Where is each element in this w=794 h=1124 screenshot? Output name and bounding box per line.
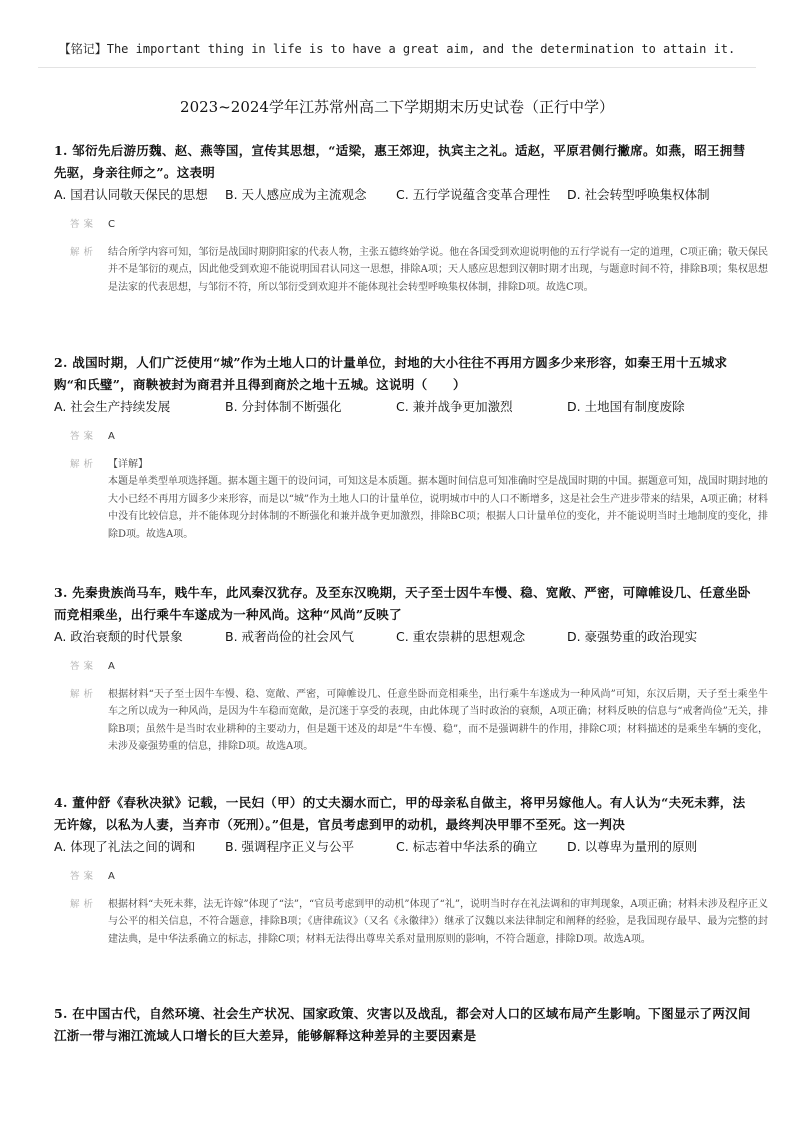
option-c[interactable]: C. 五行学说蕴含变革合理性 — [396, 187, 551, 202]
analysis-label: 解析 — [70, 458, 98, 470]
answer-value: A — [108, 871, 115, 882]
option-c[interactable]: C. 标志着中华法系的确立 — [396, 839, 538, 854]
motto-banner: 【铭记】The important thing in life is to have a great aim, and the determination to attain it. — [58, 42, 736, 56]
option-b[interactable]: B. 天人感应成为主流观念 — [225, 187, 367, 202]
analysis-label: 解析 — [70, 898, 98, 910]
analysis-label: 解析 — [70, 246, 98, 258]
answer-label: 答案 — [70, 431, 98, 442]
answer-label: 答案 — [70, 219, 98, 230]
page-title: 2023~2024学年江苏常州高二下学期期末历史试卷（正行中学） — [180, 98, 614, 116]
question-stem: 5. 在中国古代，自然环境、社会生产状况、国家政策、灾害以及战乱，都会对人口的区域布局产生影响。下图显示了两汉间江浙一带与湘江流域人口增长的巨大差异，能够解释这种差异的主要因素是 — [54, 1006, 751, 1043]
analysis-label: 解析 — [70, 688, 98, 700]
question-stem: 2. 战国时期，人们广泛使用“城”作为土地人口的计量单位，封地的大小往往不再用方圆多少来形容，如秦王用十五城求购“和氏璧”，商鞅被封为商君并且得到商於之地十五城。这说明（ ） — [54, 355, 728, 392]
option-a[interactable]: A. 政治衰颓的时代景象 — [54, 629, 183, 644]
option-d[interactable]: D. 社会转型呼唤集权体制 — [567, 187, 710, 202]
answer-label: 答案 — [70, 661, 98, 672]
option-b[interactable]: B. 强调程序正义与公平 — [225, 839, 355, 854]
question-1 — [54, 140, 768, 296]
option-c[interactable]: C. 重农崇耕的思想观念 — [396, 629, 526, 644]
answer-value: A — [108, 661, 115, 672]
option-d[interactable]: D. 以尊卑为量刑的原则 — [567, 839, 698, 854]
question-stem: 3. 先秦贵族尚马车，贱牛车，此风秦汉犹存。及至东汉晚期，天子至士因牛车慢、稳、宽敞、严密，可障帷设几、任意坐卧而竞相乘坐，出行乘牛车遂成为一种风尚。这种“风尚”反映了 — [54, 585, 751, 622]
option-a[interactable]: A. 国君认同敬天保民的思想 — [54, 187, 208, 202]
answer-value: A — [108, 431, 115, 442]
question-3 — [54, 582, 768, 756]
answer-block — [54, 428, 768, 543]
detail-heading: 【详解】 — [108, 458, 148, 470]
analysis-text: 根据材料“夫死未葬，法无许嫁”体现了“法”，“官员考虑到甲的动机”体现了“礼”，说明当时存在礼法调和的审判现象，A项正确；材料未涉及程序正义与公平的相关信息，不符合题意，排除B项；《唐律疏议》（又名《永徽律》）继承了汉魏以来法律制定和阐释的经验，是我国现存最早、最为完整的封建法典，是中华法系确立的标志，排除C项；材料无法得出尊卑关系对量刑原则的影响，不符合题意，排除D项。故选A项。 — [108, 898, 768, 945]
answer-label: 答案 — [70, 871, 98, 882]
option-c[interactable]: C. 兼并战争更加激烈 — [396, 399, 513, 414]
answer-block — [54, 216, 768, 296]
header-divider — [38, 67, 756, 68]
option-a[interactable]: A. 社会生产持续发展 — [54, 399, 171, 414]
option-a[interactable]: A. 体现了礼法之间的调和 — [54, 839, 196, 854]
options-row — [54, 185, 754, 203]
options-row — [54, 397, 754, 415]
question-4 — [54, 792, 768, 948]
option-d[interactable]: D. 土地国有制度废除 — [567, 399, 685, 414]
analysis-text: 本题是单类型单项选择题。据本题主题干的设问词，可知这是本质题。据本题时间信息可知准确时空是战国时期的中国。据题意可知，战国时期封地的大小已经不再用方圆多少来形容，而是以“城”作为土地人口的计量单位，说明城市中的人口不断增多，这是社会生产进步带来的结果，A项正确；材料中没有比较信息，并不能体现分封体制的不断强化和兼并战争更加激烈，排除BC项；根据人口计量单位的变化，并不能说明当时土地制度的变化，排除D项。故选A项。 — [108, 476, 768, 540]
analysis-text: 结合所学内容可知，邹衍是战国时期阴阳家的代表人物，主张五德终始学说。他在各国受到欢迎说明他的五行学说有一定的道理，C项正确；敬天保民并不是邹衍的观点，因此他受到欢迎不能说明国君认同这一思想，排除A项；天人感应思想到汉朝时期才出现，与题意时间不符，排除B项；集权思想是法家的代表思想，与邹衍不符，所以邹衍受到欢迎并不能体现社会转型呼唤集权体制，排除D项。故选C项。 — [108, 246, 768, 293]
option-b[interactable]: B. 戒奢尚俭的社会风气 — [225, 629, 355, 644]
answer-value: C — [108, 219, 115, 230]
option-d[interactable]: D. 豪强势重的政治现实 — [567, 629, 698, 644]
question-stem: 4. 董仲舒《春秋决狱》记载，一民妇（甲）的丈夫溺水而亡，甲的母亲私自做主，将甲另嫁他人。有人认为“夫死未葬，法无许嫁，以私为人妻，当弃市（死刑）。”但是，官员考虑到甲的动机，最终判决甲罪不至死。这一判决 — [54, 795, 746, 832]
option-b[interactable]: B. 分封体制不断强化 — [225, 399, 342, 414]
question-2 — [54, 352, 768, 543]
analysis-text: 根据材料“天子至士因牛车慢、稳、宽敞、严密，可障帷设几、任意坐卧而竞相乘坐，出行乘牛车遂成为一种风尚”可知，东汉后期，天子至士乘坐牛车之所以成为一种风尚，是因为牛车稳而宽敞，是沉迷于享受的表现，由此体现了当时政治的衰颓，A项正确；材料反映的信息与“戒奢尚俭”无关，排除B项；虽然牛是当时农业耕种的主要动力，但是题干述及的却是“牛车慢、稳”，而不是强调耕牛的作用，排除C项；材料描述的是乘坐车辆的变化，未涉及豪强势重的信息，排除D项。故选A项。 — [108, 688, 768, 752]
options-row — [54, 837, 754, 855]
options-row — [54, 627, 754, 645]
answer-block — [54, 658, 768, 756]
question-stem: 1. 邹衍先后游历魏、赵、燕等国，宣传其思想，“适梁，惠王郊迎，执宾主之礼。适赵，平原君侧行撇席。如燕，昭王拥彗先驱，身亲往师之”。这表明 — [54, 143, 746, 180]
question-5 — [54, 1003, 754, 1047]
answer-block — [54, 868, 768, 948]
